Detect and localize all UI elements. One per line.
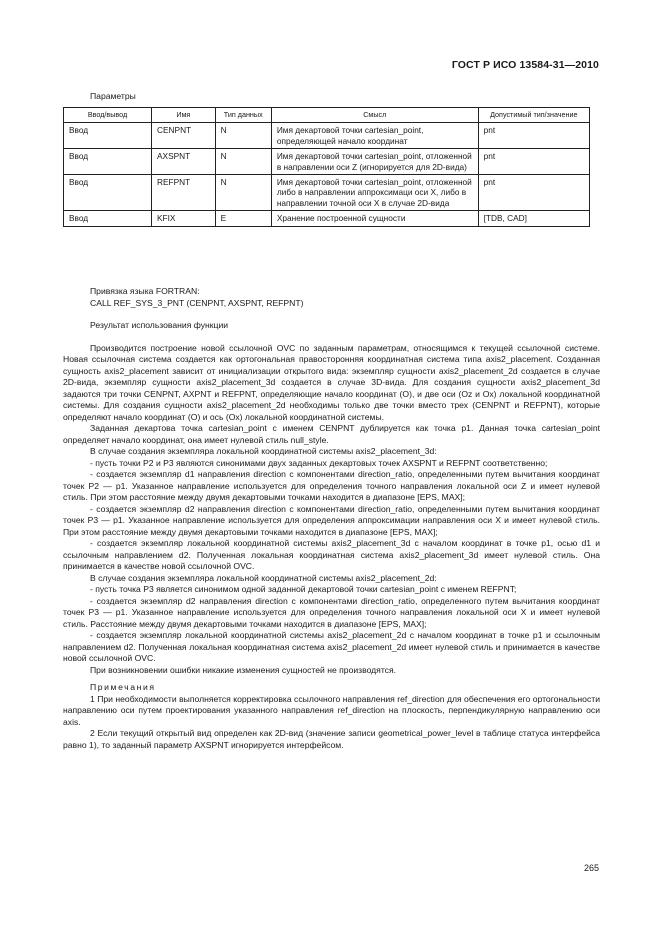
table-cell: Ввод — [64, 175, 152, 211]
table-cell: KFIX — [152, 211, 216, 226]
page-number: 265 — [583, 863, 599, 873]
note: 2 Если текущий открытый вид определен как 2D-вид (значение записи geometrical_power_level в таблице статуса интерфейса равно 1), то заданный параметр AXSPNT игнорируется интерфейсом. — [63, 728, 600, 750]
params-title: Параметры — [90, 91, 136, 101]
table-cell: Хранение построенной сущности — [271, 211, 478, 226]
table-cell: Имя декартовой точки cartesian_point, отложенной либо в направлении аппроксимаци оси X, либо в направлении точной оси X в случае 2D-вида — [271, 175, 478, 211]
paragraph: - пусть точки P2 и P3 являются синонимами двух заданных декартовых точек AXSPNT и REFPNT соответственно; — [90, 457, 548, 468]
table-cell: Ввод — [64, 123, 152, 149]
paragraph: - создается экземпляр d2 направления direction с компонентами direction_ratio, определенными путем вычитания координат точек P3 — p1. Указанное направление используется для определения аппроксимации направления оси X и имеет нулевой стиль. При этом расстояние между двумя декартовыми точками находится в диапазоне [EPS, MAX]; — [63, 503, 600, 537]
table-row — [64, 123, 590, 149]
table-cell: CENPNT — [152, 123, 216, 149]
table-header-row — [64, 108, 590, 123]
table-row — [64, 175, 590, 211]
paragraph: - создается экземпляр d1 направления direction с компонентами direction_ratio, определенными путем вычитания координат точек P2 — p1. Указанное направление используется для определения точного направления локальной оси Z и имеет нулевой стиль. При этом расстояние между двумя декартовыми точками находится в диапазоне [EPS, MAX]; — [63, 469, 600, 502]
table-cell: Ввод — [64, 211, 152, 226]
paragraph: В случае создания экземпляра локальной координатной системы axis2_placement_3d: — [90, 446, 437, 456]
col-header-name: Имя — [152, 108, 216, 123]
parameters-table — [63, 107, 590, 227]
table-cell: pnt — [478, 175, 589, 211]
table-cell: AXSPNT — [152, 149, 216, 175]
table-row — [64, 211, 590, 226]
table-cell: Имя декартовой точки cartesian_point, определяющей начало координат — [271, 123, 478, 149]
paragraph: - создается экземпляр локальной координатной системы axis2_placement_2d с началом координат в точке p1 и ссылочным направлением d2. Полученная локальная координатная система axis2_placement_2d имеет нулевой стиль и принимается в качестве новой ссылочной OVC. — [63, 630, 600, 663]
notes-title: Примечания — [90, 682, 156, 692]
table-cell: N — [215, 175, 271, 211]
body-content — [63, 286, 600, 751]
table-cell: N — [215, 149, 271, 175]
paragraph: Производится построение новой ссылочной OVC по заданным параметрам, относящимся к текущей ссылочной системе. Новая ссылочная система создается как ортогональная правосторонняя координатная система типа axis2_placement. Созданная сущность axis2_placement зависит от инициализации открытого вида: экземпляр сущности axis2_placement_2d создается в случае 2D-вида, экземпляр сущности axis2_placement_3d создается в случае 3D-вида. Для создания сущности axis2_placement_3d задаются три точки CENPNT, AXPNT и REFPNT, определяющие начало координат (O), и две оси (Oz и Ox) локальной координатной системы. Для создания сущности axis2_placement_2d необходимы только две точки вместо трех (CENPNT и REFPNT), которые определяют начало координат (O) и ось (Ox) локальной координатной системы. — [63, 342, 600, 422]
paragraph: - создается экземпляр d2 направления direction с компонентами direction_ratio, определенного путем вычитания координат точек P3 — p1. Указанное направление используется для определения точного направления локальной оси X и имеет нулевой стиль. Расстояние между двумя декартовыми точками находится в диапазоне [EPS, MAX]; — [63, 595, 600, 629]
binding-label: Привязка языка FORTRAN: — [90, 286, 200, 296]
table-cell: Имя декартовой точки cartesian_point, отложенной в направлении оси Z (игнорируется для 2D-вида) — [271, 149, 478, 175]
document-header: ГОСТ Р ИСО 13584-31—2010 — [451, 59, 599, 71]
paragraph: Заданная декартова точка cartesian_point с именем CENPNT дублируется как точка p1. Данная точка cartesian_point определяет начало координат, она имеет нулевой стиль null_style. — [63, 423, 600, 445]
table-cell: [TDB, CAD] — [478, 211, 589, 226]
col-header-type: Тип данных — [215, 108, 271, 123]
col-header-meaning: Смысл — [271, 108, 478, 123]
table-row — [64, 149, 590, 175]
col-header-allowed: Допустимый тип/значение — [478, 108, 589, 123]
paragraph: В случае создания экземпляра локальной координатной системы axis2_placement_2d: — [90, 572, 437, 583]
paragraph: При возникновении ошибки никакие изменения сущностей не производятся. — [90, 664, 397, 675]
table-cell: Ввод — [64, 149, 152, 175]
table-cell: N — [215, 123, 271, 149]
table-cell: pnt — [478, 123, 589, 149]
paragraph: - создается экземпляр локальной координатной системы axis2_placement_3d с началом координат в точке p1, осью d1 и ссылочным направлением d2. Полученная локальная координатная система axis2_placement_3d имеет нулевой стиль. Она принимается в качестве новой ссылочной OVC. — [63, 538, 600, 571]
binding-call: CALL REF_SYS_3_PNT (CENPNT, AXSPNT, REFPNT) — [90, 297, 304, 308]
note: 1 При необходимости выполняется корректировка ссылочного направления ref_direction для обеспечения его ортогональности направлению оси путем проектирования указанного направления ref_direction на плоскость, перпендикулярную направлению оси axis. — [63, 693, 600, 727]
col-header-io: Ввод/вывод — [64, 108, 152, 123]
result-title: Результат использования функции — [90, 320, 229, 330]
table-cell: pnt — [478, 149, 589, 175]
table-cell: E — [215, 211, 271, 226]
table-cell: REFPNT — [152, 175, 216, 211]
paragraph: - пусть точка P3 является синонимом одной заданной декартовой точки cartesian_point с именем REFPNT; — [90, 584, 517, 594]
